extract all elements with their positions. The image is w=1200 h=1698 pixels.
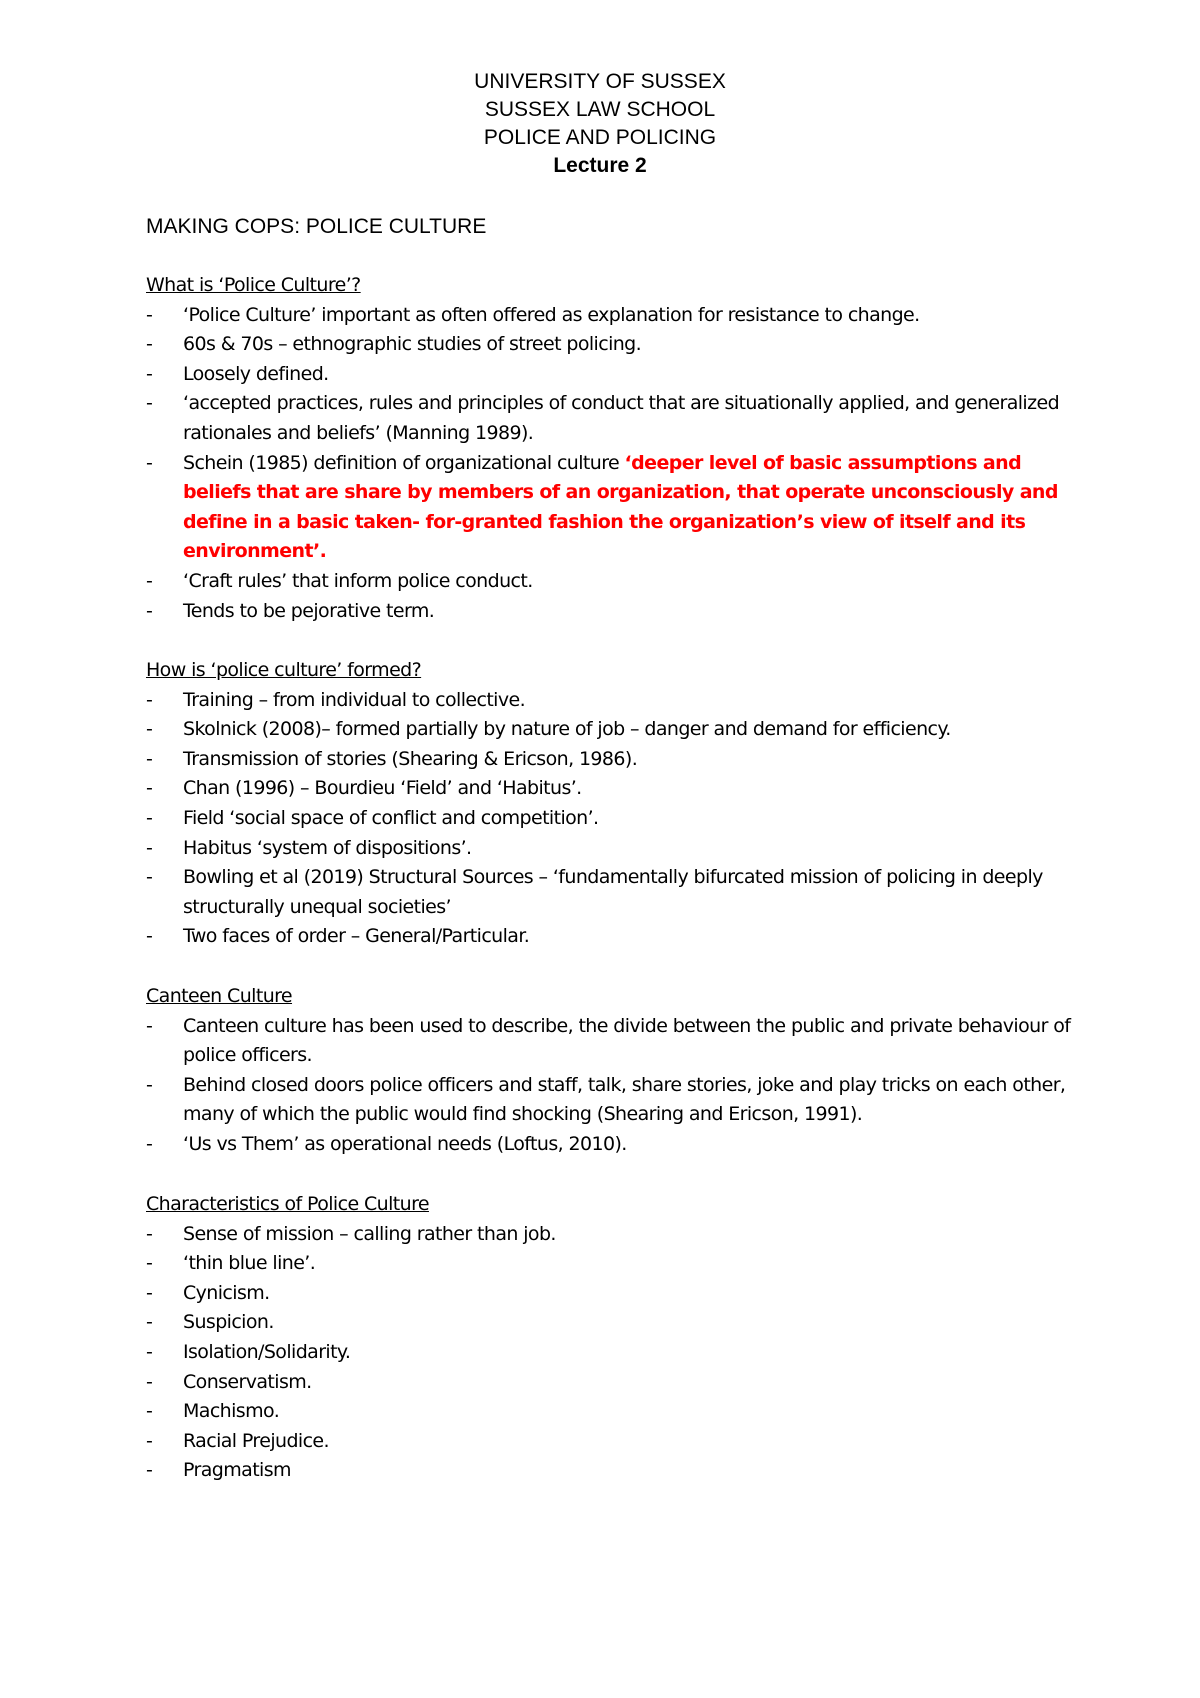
section-canteen-culture [146,982,1076,1160]
bullet-list [146,1012,1076,1160]
list-item: - Bowling et al (2019) Structural Sources – ‘fundamentally bifurcated mission of policing in deeply structurally unequal societies’ [146,863,1076,922]
list-item: - Machismo. [146,1397,1076,1427]
list-item: - Canteen culture has been used to describe, the divide between the public and private behaviour of police officers. [146,1012,1076,1071]
list-item: - ‘Us vs Them’ as operational needs (Loftus, 2010). [146,1130,1076,1160]
module-name: POLICE AND POLICING [483,126,717,149]
list-item: - Pragmatism [146,1456,1076,1486]
list-item: - Loosely defined. [146,360,1076,390]
school-name: SUSSEX LAW SCHOOL [484,98,716,121]
list-item: - Transmission of stories (Shearing & Ericson, 1986). [146,745,1076,775]
list-item: - Racial Prejudice. [146,1427,1076,1457]
section-heading: How is ‘police culture’ formed? [146,659,422,681]
schein-definition-text: Schein (1985) definition of organizational culture [183,451,620,474]
list-item: - Field ‘social space of conflict and competition’. [146,804,1076,834]
list-item: - 60s & 70s – ethnographic studies of street policing. [146,330,1076,360]
section-what-is-police-culture [146,271,1076,626]
list-item: - Tends to be pejorative term. [146,597,1076,627]
list-item: - Isolation/Solidarity. [146,1338,1076,1368]
list-item: - Training – from individual to collective. [146,686,1076,716]
bullet-list [146,686,1076,952]
section-heading: Characteristics of Police Culture [146,1193,429,1215]
bullet-list [146,1220,1076,1486]
list-item: - ‘accepted practices, rules and principles of conduct that are situationally applied, and generalized rationales and beliefs’ (Manning 1989). [146,389,1076,448]
list-item: - Behind closed doors police officers and staff, talk, share stories, joke and play tricks on each other, many of which the public would find shocking (Shearing and Ericson, 1991). [146,1071,1076,1130]
list-item: - Two faces of order – General/Particular. [146,922,1076,952]
section-how-formed [146,656,1076,952]
schein-quote: ‘deeper level of basic assumptions and beliefs that are share by members of an organization, that operate unconsciously and define in a basic taken- for-granted fashion the organization’s view of itself and its environment’. [183,451,1058,563]
bullet-list [146,301,1076,627]
page-title: MAKING COPS: POLICE CULTURE [146,215,487,238]
list-item: - Habitus ‘system of dispositions’. [146,834,1076,864]
list-item: - Cynicism. [146,1279,1076,1309]
list-item: - ‘Craft rules’ that inform police conduct. [146,567,1076,597]
list-item: - Sense of mission – calling rather than job. [146,1220,1076,1250]
list-item: - ‘Police Culture’ important as often offered as explanation for resistance to change. [146,301,1076,331]
section-heading: What is ‘Police Culture’? [146,274,361,296]
section-heading: Canteen Culture [146,985,293,1007]
section-characteristics [146,1190,1076,1486]
document-header [0,68,1200,180]
university-name: UNIVERSITY OF SUSSEX [474,70,726,93]
list-item: - Skolnick (2008)– formed partially by nature of job – danger and demand for efficiency. [146,715,1076,745]
lecture-number: Lecture 2 [553,154,647,177]
list-item: - Suspicion. [146,1308,1076,1338]
list-item: - Chan (1996) – Bourdieu ‘Field’ and ‘Habitus’. [146,774,1076,804]
list-item: - Conservatism. [146,1368,1076,1398]
list-item: - ‘thin blue line’. [146,1249,1076,1279]
list-item [146,449,1076,567]
